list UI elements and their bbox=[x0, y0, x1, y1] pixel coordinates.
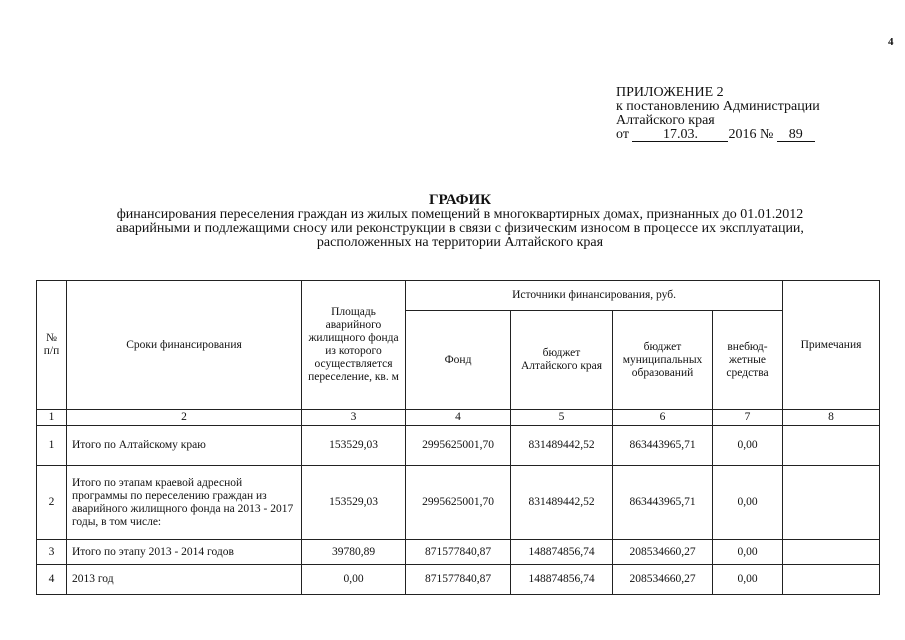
heading-line-3: расположенных на территории Алтайского края bbox=[316, 235, 604, 250]
header-notes: Примечания bbox=[783, 281, 880, 410]
appendix-block bbox=[616, 86, 820, 142]
row-num: 2 bbox=[37, 466, 67, 540]
column-number: 8 bbox=[783, 410, 880, 426]
header-num: № п/п bbox=[37, 281, 67, 410]
row-fund: 2995625001,70 bbox=[406, 426, 511, 466]
number-sign: № bbox=[759, 127, 774, 142]
header-regional: бюджет Алтайского края bbox=[511, 311, 613, 410]
row-num: 3 bbox=[37, 540, 67, 565]
column-number: 7 bbox=[713, 410, 783, 426]
header-fund: Фонд bbox=[406, 311, 511, 410]
row-regional: 831489442,52 bbox=[511, 466, 613, 540]
row-name: Итого по Алтайскому краю bbox=[67, 426, 302, 466]
from-label: от bbox=[616, 127, 629, 142]
row-municipal: 863443965,71 bbox=[613, 426, 713, 466]
row-name: 2013 год bbox=[67, 565, 302, 595]
table-row bbox=[37, 540, 880, 565]
column-number: 5 bbox=[511, 410, 613, 426]
appendix-line-1: к постановлению Администрации bbox=[616, 99, 820, 114]
page-number: 4 bbox=[888, 36, 894, 48]
appendix-year: 2016 bbox=[728, 127, 757, 142]
header-area: Площадь аварийного жилищного фонда из которого осуществляется переселение, кв. м bbox=[302, 281, 406, 410]
row-fund: 871577840,87 bbox=[406, 565, 511, 595]
appendix-number: 89 bbox=[777, 128, 815, 142]
row-name: Итого по этапам краевой адресной программы по переселению граждан из аварийного жилищного фонда на 2013 - 2017 годы, в том числе: bbox=[67, 466, 302, 540]
row-fund: 871577840,87 bbox=[406, 540, 511, 565]
row-notes bbox=[783, 540, 880, 565]
heading-line-1: финансирования переселения граждан из жилых помещений в многоквартирных домах, признанных до 01.01.2012 bbox=[116, 207, 804, 222]
table-row bbox=[37, 466, 880, 540]
appendix-title: ПРИЛОЖЕНИЕ 2 bbox=[616, 85, 724, 100]
row-num: 4 bbox=[37, 565, 67, 595]
column-number: 3 bbox=[302, 410, 406, 426]
row-municipal: 863443965,71 bbox=[613, 466, 713, 540]
row-extra: 0,00 bbox=[713, 540, 783, 565]
table-row bbox=[37, 426, 880, 466]
row-name: Итого по этапу 2013 - 2014 годов bbox=[67, 540, 302, 565]
row-regional: 148874856,74 bbox=[511, 540, 613, 565]
appendix-date: 17.03. bbox=[632, 128, 728, 142]
row-area: 39780,89 bbox=[302, 540, 406, 565]
row-notes bbox=[783, 426, 880, 466]
header-terms: Сроки финансирования bbox=[67, 281, 302, 410]
heading-line-2: аварийными и подлежащими сносу или реконструкции в связи с физическим износом в процессе их эксплуатации, bbox=[116, 221, 804, 236]
row-regional: 831489442,52 bbox=[511, 426, 613, 466]
row-num: 1 bbox=[37, 426, 67, 466]
document-title: ГРАФИК bbox=[428, 192, 492, 208]
column-number: 2 bbox=[67, 410, 302, 426]
column-number: 6 bbox=[613, 410, 713, 426]
row-area: 153529,03 bbox=[302, 466, 406, 540]
row-extra: 0,00 bbox=[713, 466, 783, 540]
column-number: 4 bbox=[406, 410, 511, 426]
header-sources: Источники финансирования, руб. bbox=[406, 281, 783, 311]
row-notes bbox=[783, 565, 880, 595]
row-extra: 0,00 bbox=[713, 565, 783, 595]
appendix-date-line bbox=[616, 128, 820, 142]
row-municipal: 208534660,27 bbox=[613, 565, 713, 595]
column-number: 1 bbox=[37, 410, 67, 426]
row-area: 153529,03 bbox=[302, 426, 406, 466]
row-area: 0,00 bbox=[302, 565, 406, 595]
document-heading bbox=[40, 192, 880, 250]
table-row bbox=[37, 565, 880, 595]
financing-table bbox=[36, 280, 880, 595]
row-regional: 148874856,74 bbox=[511, 565, 613, 595]
appendix-line-2: Алтайского края bbox=[616, 113, 715, 128]
row-fund: 2995625001,70 bbox=[406, 466, 511, 540]
header-extra: внебюд-жетные средства bbox=[713, 311, 783, 410]
row-notes bbox=[783, 466, 880, 540]
header-municipal: бюджет муниципальных образований bbox=[613, 311, 713, 410]
row-municipal: 208534660,27 bbox=[613, 540, 713, 565]
row-extra: 0,00 bbox=[713, 426, 783, 466]
